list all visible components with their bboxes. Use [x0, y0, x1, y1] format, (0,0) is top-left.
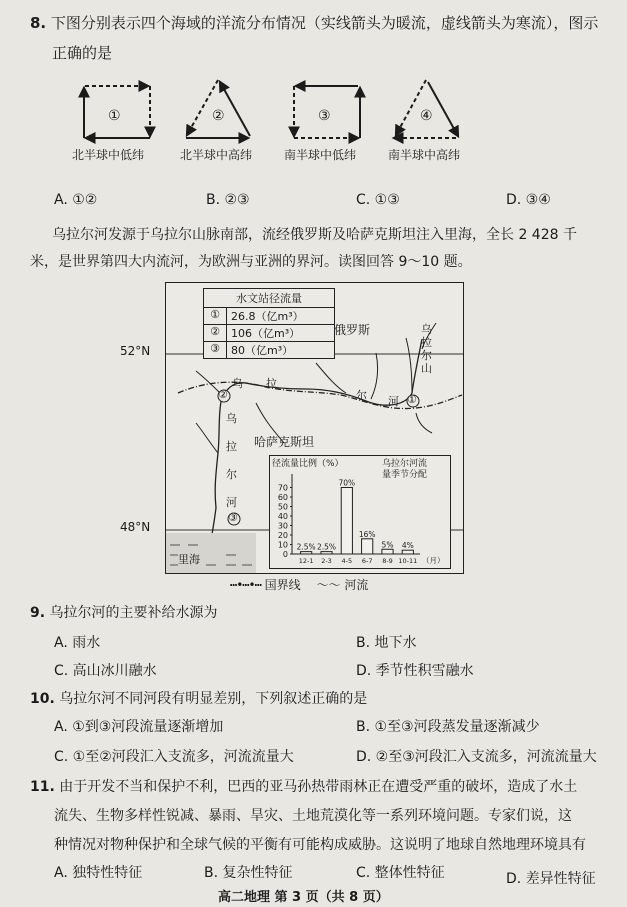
station-table-header: 水文站径流量 — [204, 289, 334, 308]
station-id: ③ — [204, 342, 227, 358]
x-tick-label: 2-3 — [321, 557, 332, 565]
station-id: ① — [204, 308, 227, 324]
y-tick-label: 60 — [277, 493, 288, 502]
diagram-4-caption: 南半球中高纬 — [388, 148, 461, 162]
q11-option-a[interactable]: A. 独特性特征 — [54, 865, 143, 881]
station-flow: 106（亿m³） — [231, 327, 301, 340]
y-tick-label: 50 — [277, 502, 288, 512]
label-kazakhstan: 哈萨克斯坦 — [254, 435, 315, 449]
station-row — [204, 308, 334, 325]
x-tick-label: 12-1 — [298, 557, 314, 565]
q10-option-a[interactable]: A. ①到③河段流量逐渐增加 — [54, 719, 224, 735]
q9-option-a[interactable]: A. 雨水 — [54, 635, 101, 651]
q11-option-c[interactable]: C. 整体性特征 — [356, 865, 445, 881]
page-footer: 高二地理 第 3 页（共 8 页） — [218, 890, 389, 905]
q9-option-c[interactable]: C. 高山冰川融水 — [54, 663, 157, 679]
q10-option-c[interactable]: C. ①至②河段汇入支流多，河流流量大 — [54, 749, 294, 765]
bar — [321, 552, 332, 554]
bar — [402, 550, 413, 554]
q8-text-line1 — [30, 12, 598, 33]
runoff-chart — [269, 455, 451, 569]
label-russia: 俄罗斯 — [334, 323, 371, 337]
river-char: 河 — [388, 395, 399, 408]
station-flow: 26.8（亿m³） — [231, 310, 304, 323]
x-tick-label: 10-11 — [398, 557, 418, 565]
bar-value-label: 2.5% — [296, 542, 316, 552]
river-legend-label: 河流 — [344, 578, 369, 592]
q10-option-d[interactable]: D. ②至③河段汇入支流多，河流流量大 — [356, 749, 597, 765]
q11-text-line3: 种情况对物种保护和全球气候的平衡有可能构成威胁。这说明了地球自然地理环境具有 — [54, 837, 586, 853]
q8-text-line2: 正确的是 — [52, 44, 113, 62]
q11-number: 11. — [30, 779, 55, 795]
station-row — [204, 325, 334, 342]
station-id: ② — [204, 325, 227, 341]
y-tick-label: 70 — [277, 483, 288, 493]
q11-line1 — [30, 776, 577, 796]
q10-option-b[interactable]: B. ①至③河段蒸发量逐渐减少 — [356, 719, 540, 735]
y-tick-label: 0 — [282, 550, 288, 559]
y-axis-label: 径流量比例（%） — [272, 459, 344, 469]
q11-option-b[interactable]: B. 复杂性特征 — [204, 865, 293, 881]
chart-title-line1: 乌拉尔河流 — [382, 459, 428, 469]
x-axis-unit: （月） — [422, 556, 445, 565]
q8-option-a[interactable]: A. ①② — [54, 192, 98, 208]
river-char: 尔 — [356, 389, 367, 402]
river-label-vertical: 乌 拉 尔 河 — [226, 412, 237, 509]
bar-value-label: 70% — [338, 478, 356, 488]
bar-value-label: 2.5% — [316, 542, 337, 552]
bar-value-label: 5% — [381, 540, 394, 550]
y-tick-label: 30 — [277, 521, 288, 531]
q8-option-d[interactable]: D. ③④ — [506, 192, 551, 208]
station-marker-3: ③ — [228, 511, 238, 524]
bar-value-label: 16% — [358, 529, 376, 539]
q8-option-b[interactable]: B. ②③ — [206, 192, 250, 208]
bar — [341, 488, 352, 555]
q9-text: 乌拉尔河的主要补给水源为 — [49, 605, 218, 621]
border-legend-symbol: ┅•┅•┅ — [230, 578, 261, 592]
station-table — [203, 288, 335, 359]
diagram-1-caption: 北半球中低纬 — [72, 148, 145, 162]
diagram-3-caption: 南半球中低纬 — [284, 148, 357, 162]
x-tick-label: 4-5 — [341, 557, 353, 565]
lat-48-label: 48°N — [120, 520, 151, 534]
map-legend — [230, 576, 368, 593]
q9-option-d[interactable]: D. 季节性积雪融水 — [356, 663, 474, 679]
ural-map — [165, 282, 464, 574]
q9-number: 9. — [30, 605, 46, 621]
lat-52-label: 52°N — [120, 344, 151, 358]
station-row — [204, 342, 334, 358]
q10-stem — [30, 688, 367, 708]
q10-number: 10. — [30, 691, 55, 707]
q8-option-c[interactable]: C. ①③ — [356, 192, 400, 208]
bar — [362, 539, 373, 554]
river-char: 拉 — [266, 377, 277, 390]
station-flow: 80（亿m³） — [231, 344, 294, 357]
border-legend-label: 国界线 — [264, 578, 301, 592]
intro-line2: 米，是世界第四大内流河，为欧洲与亚洲的界河。读图回答 9～10 题。 — [30, 254, 472, 270]
diagram-1-marker: ① — [108, 108, 121, 124]
bar-value-label: 4% — [401, 541, 414, 551]
diagram-2-caption: 北半球中高纬 — [180, 148, 253, 162]
q9-option-b[interactable]: B. 地下水 — [356, 635, 417, 651]
bar — [301, 552, 312, 554]
q10-text: 乌拉尔河不同河段有明显差别，下列叙述正确的是 — [59, 691, 368, 707]
y-tick-label: 10 — [277, 540, 288, 550]
q11-text-line1: 由于开发不当和保护不利，巴西的亚马孙热带雨林正在遭受严重的破坏，造成了水土 — [59, 779, 578, 795]
bar — [382, 549, 393, 554]
diagram-4-marker: ④ — [420, 108, 433, 124]
runoff-chart-svg — [270, 456, 450, 568]
q8-diagrams — [60, 70, 480, 180]
q9-stem — [30, 602, 218, 622]
label-ural-mountains: 乌 拉 尔 山 — [421, 323, 432, 375]
q11-option-d[interactable]: D. 差异性特征 — [506, 871, 596, 887]
y-tick-label: 20 — [277, 531, 288, 540]
diagram-2-marker: ② — [212, 108, 225, 124]
river-legend-symbol: 〜〜 — [316, 578, 341, 592]
station-marker-2: ② — [218, 388, 228, 401]
chart-title-line2: 量季节分配 — [382, 470, 428, 480]
x-tick-label: 8-9 — [382, 557, 393, 565]
intro-line1: 乌拉尔河发源于乌拉尔山脉南部，流经俄罗斯及哈萨克斯坦注入里海，全长 2 428 千 — [52, 227, 577, 243]
diagram-3-marker: ③ — [318, 108, 331, 124]
y-tick-label: 40 — [277, 512, 288, 521]
q8-number: 8. — [30, 14, 47, 32]
q8-stem: 下图分别表示四个海域的洋流分布情况（实线箭头为暖流，虚线箭头为寒流），图示 — [50, 14, 599, 32]
river-char: 乌 — [232, 377, 243, 390]
station-marker-1: ① — [407, 393, 417, 406]
x-tick-label: 6-7 — [361, 557, 373, 565]
label-caspian: 里海 — [178, 553, 200, 566]
q11-text-line2: 流失、生物多样性锐减、暴雨、旱灾、土地荒漠化等一系列环境问题。专家们说，这 — [54, 808, 572, 824]
